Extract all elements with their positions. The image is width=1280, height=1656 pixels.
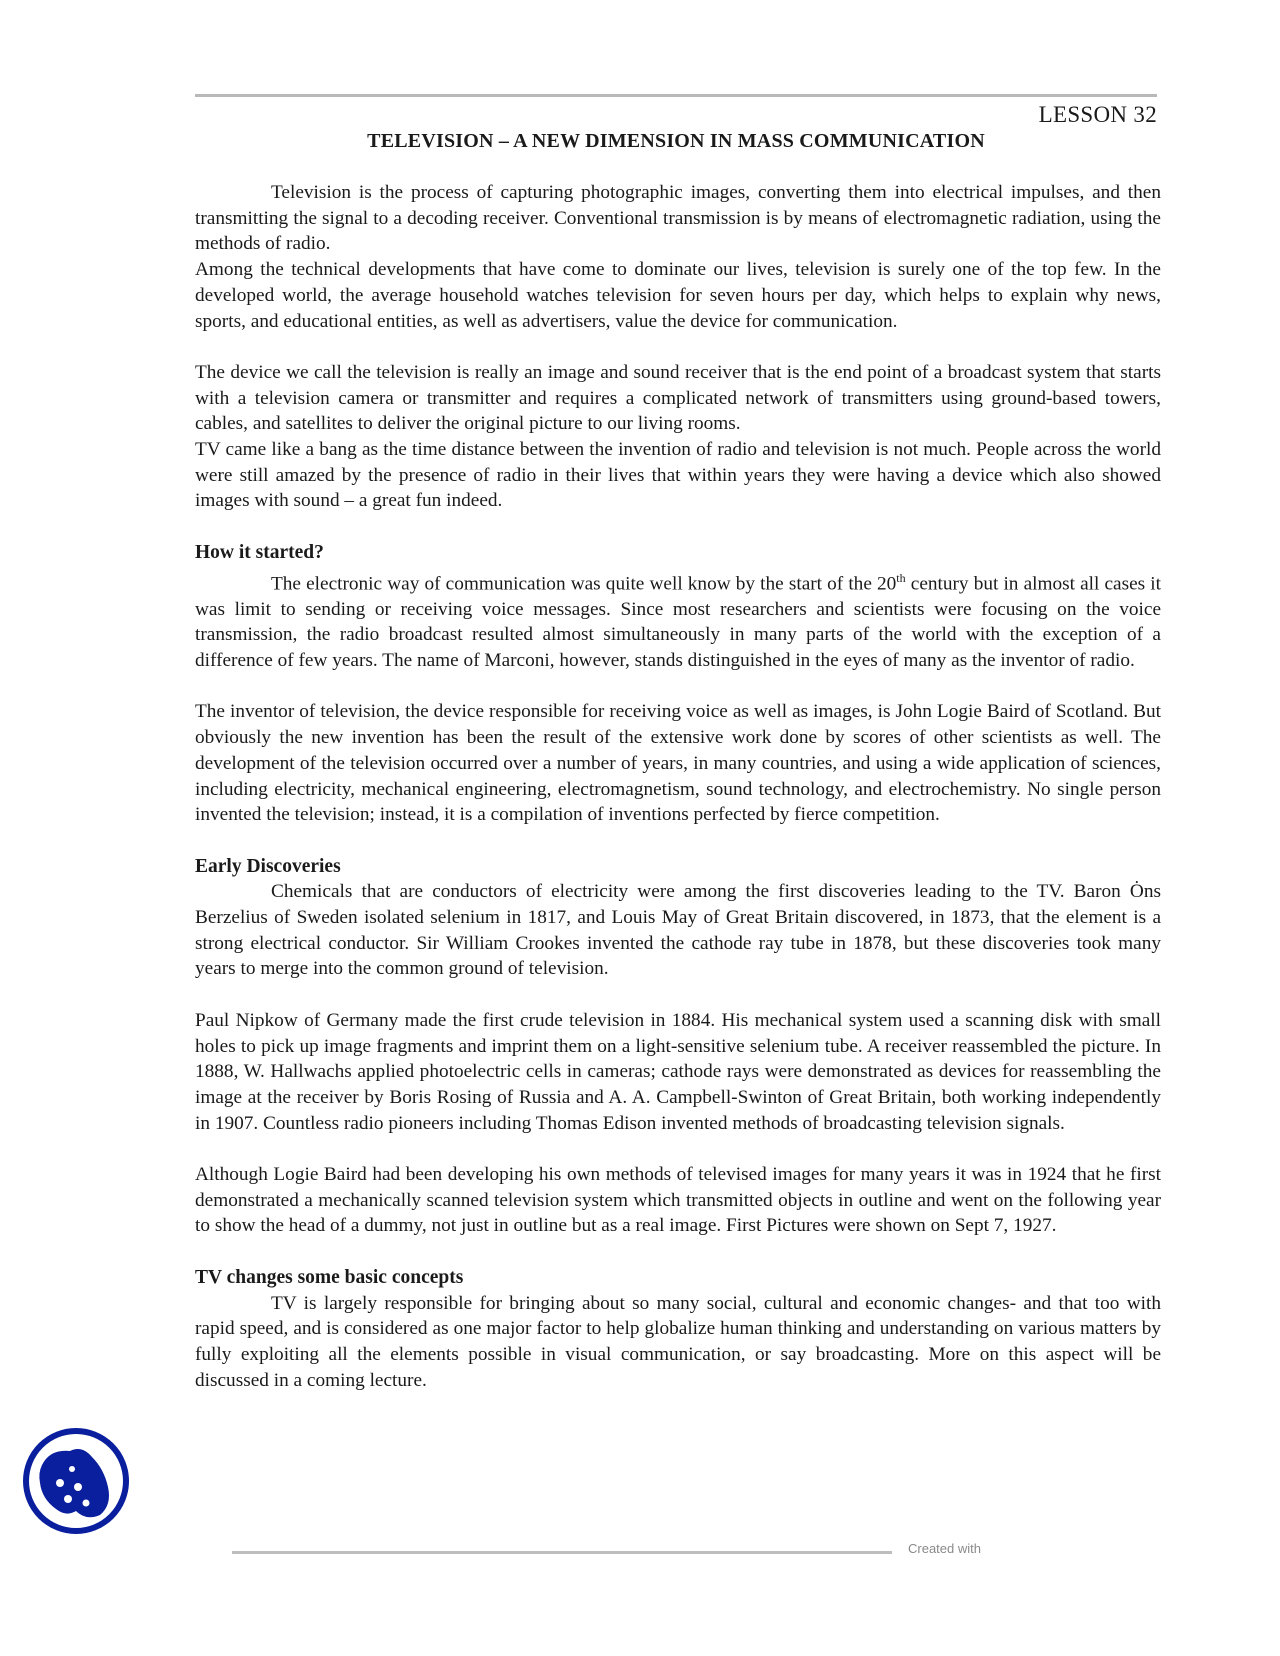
section-heading: TV changes some basic concepts (195, 1266, 464, 1288)
section-heading: How it started? (195, 541, 324, 563)
section-heading: Early Discoveries (195, 855, 341, 877)
paragraph (195, 566, 1161, 674)
paragraph: Paul Nipkow of Germany made the first crude television in 1884. His mechanical system used a scanning disk with small holes to pick up image fragments and imprint them on a light-sensitive selenium tube. A receiver reassembled the picture. In 1888, W. Hallwachs applied photoelectric cells in cameras; cathode rays were demonstrated as devices for reassembling the image at the receiver by Boris Rosing of Russia and A. A. Campbell-Swinton of Great Britain, both working independently in 1907. Countless radio pioneers including Thomas Edison invented methods of broadcasting television signals. (195, 1009, 1161, 1134)
lesson-body (195, 180, 1161, 1393)
paragraph: The device we call the television is really an image and sound receiver that is the end point of a broadcast system that starts with a television camera or transmitter and requires a complicated network of transmitters using ground-based towers, cables, and satellites to deliver the original picture to our living rooms. (195, 361, 1161, 435)
paragraph: Chemicals that are conductors of electricity were among the first discoveries leading to the TV. Baron Ȯns Berzelius of Sweden isolated selenium in 1817, and Louis May of Great Britain discovered, in 1873, that the element is a strong electrical conductor. Sir William Crookes invented the cathode ray tube in 1878, but these discoveries took many years to merge into the common ground of television. (195, 881, 1161, 980)
lesson-number: LESSON 32 (1038, 102, 1157, 127)
paragraph: Among the technical developments that have come to dominate our lives, television is surely one of the top few. In the developed world, the average household watches television for seven hours per day, which helps to explain why news, sports, and educational entities, as well as advertisers, value the device for communication. (195, 259, 1161, 332)
logo-icon (20, 1425, 132, 1537)
paragraph: The inventor of television, the device responsible for receiving voice as well as images, is John Logie Baird of Scotland. But obviously the new invention has been the result of the extensive work done by scores of other scientists as well. The development of the television occurred over a number of years, in many countries, and using a wide application of sciences, including electricity, mechanical engineering, electromagnetism, sound technology, and electrochemistry. No single person invented the television; instead, it is a compilation of inventions perfected by fierce competition. (195, 701, 1161, 826)
header-rule (195, 94, 1157, 97)
paragraph: Television is the process of capturing photographic images, converting them into electrical impulses, and then transmitting the signal to a decoding receiver. Conventional transmission is by means of electromagnetic radiation, using the methods of radio. (195, 182, 1161, 255)
superscript: th (896, 570, 906, 585)
text-run: The electronic way of communication was quite well know by the start of the 20 (271, 572, 897, 594)
page-title: TELEVISION – A NEW DIMENSION IN MASS COMMUNICATION (367, 130, 985, 152)
created-with-label: Created with (908, 1541, 981, 1556)
footer-rule (232, 1551, 892, 1554)
paragraph: TV is largely responsible for bringing about so many social, cultural and economic changes- and that too with rapid speed, and is considered as one major factor to help globalize human thinking and understanding on various matters by fully exploiting all the elements possible in visual communication, or say broadcasting. More on this aspect will be discussed in a coming lecture. (195, 1292, 1161, 1391)
paragraph: Although Logie Baird had been developing his own methods of televised images for many years it was in 1924 that he first demonstrated a mechanically scanned television system which transmitted objects in outline and went on the following year to show the head of a dummy, not just in outline but as a real image. First Pictures were shown on Sept 7, 1927. (195, 1164, 1161, 1237)
university-logo (20, 1425, 132, 1537)
text-run: century but in almost all cases it was limit to sending or receiving voice messages. Since most researchers and scientists were focusing on the voice transmission, the radio broadcast resulted almost simultaneously in many parts of the world with the exception of a difference of few years. The name of Marconi, however, stands distinguished in the eyes of many as the inventor of radio. (195, 572, 1162, 672)
paragraph: TV came like a bang as the time distance between the invention of radio and television is not much. People across the world were still amazed by the presence of radio in their lives that within years they were having a device which also showed images with sound – a great fun indeed. (195, 439, 1161, 512)
